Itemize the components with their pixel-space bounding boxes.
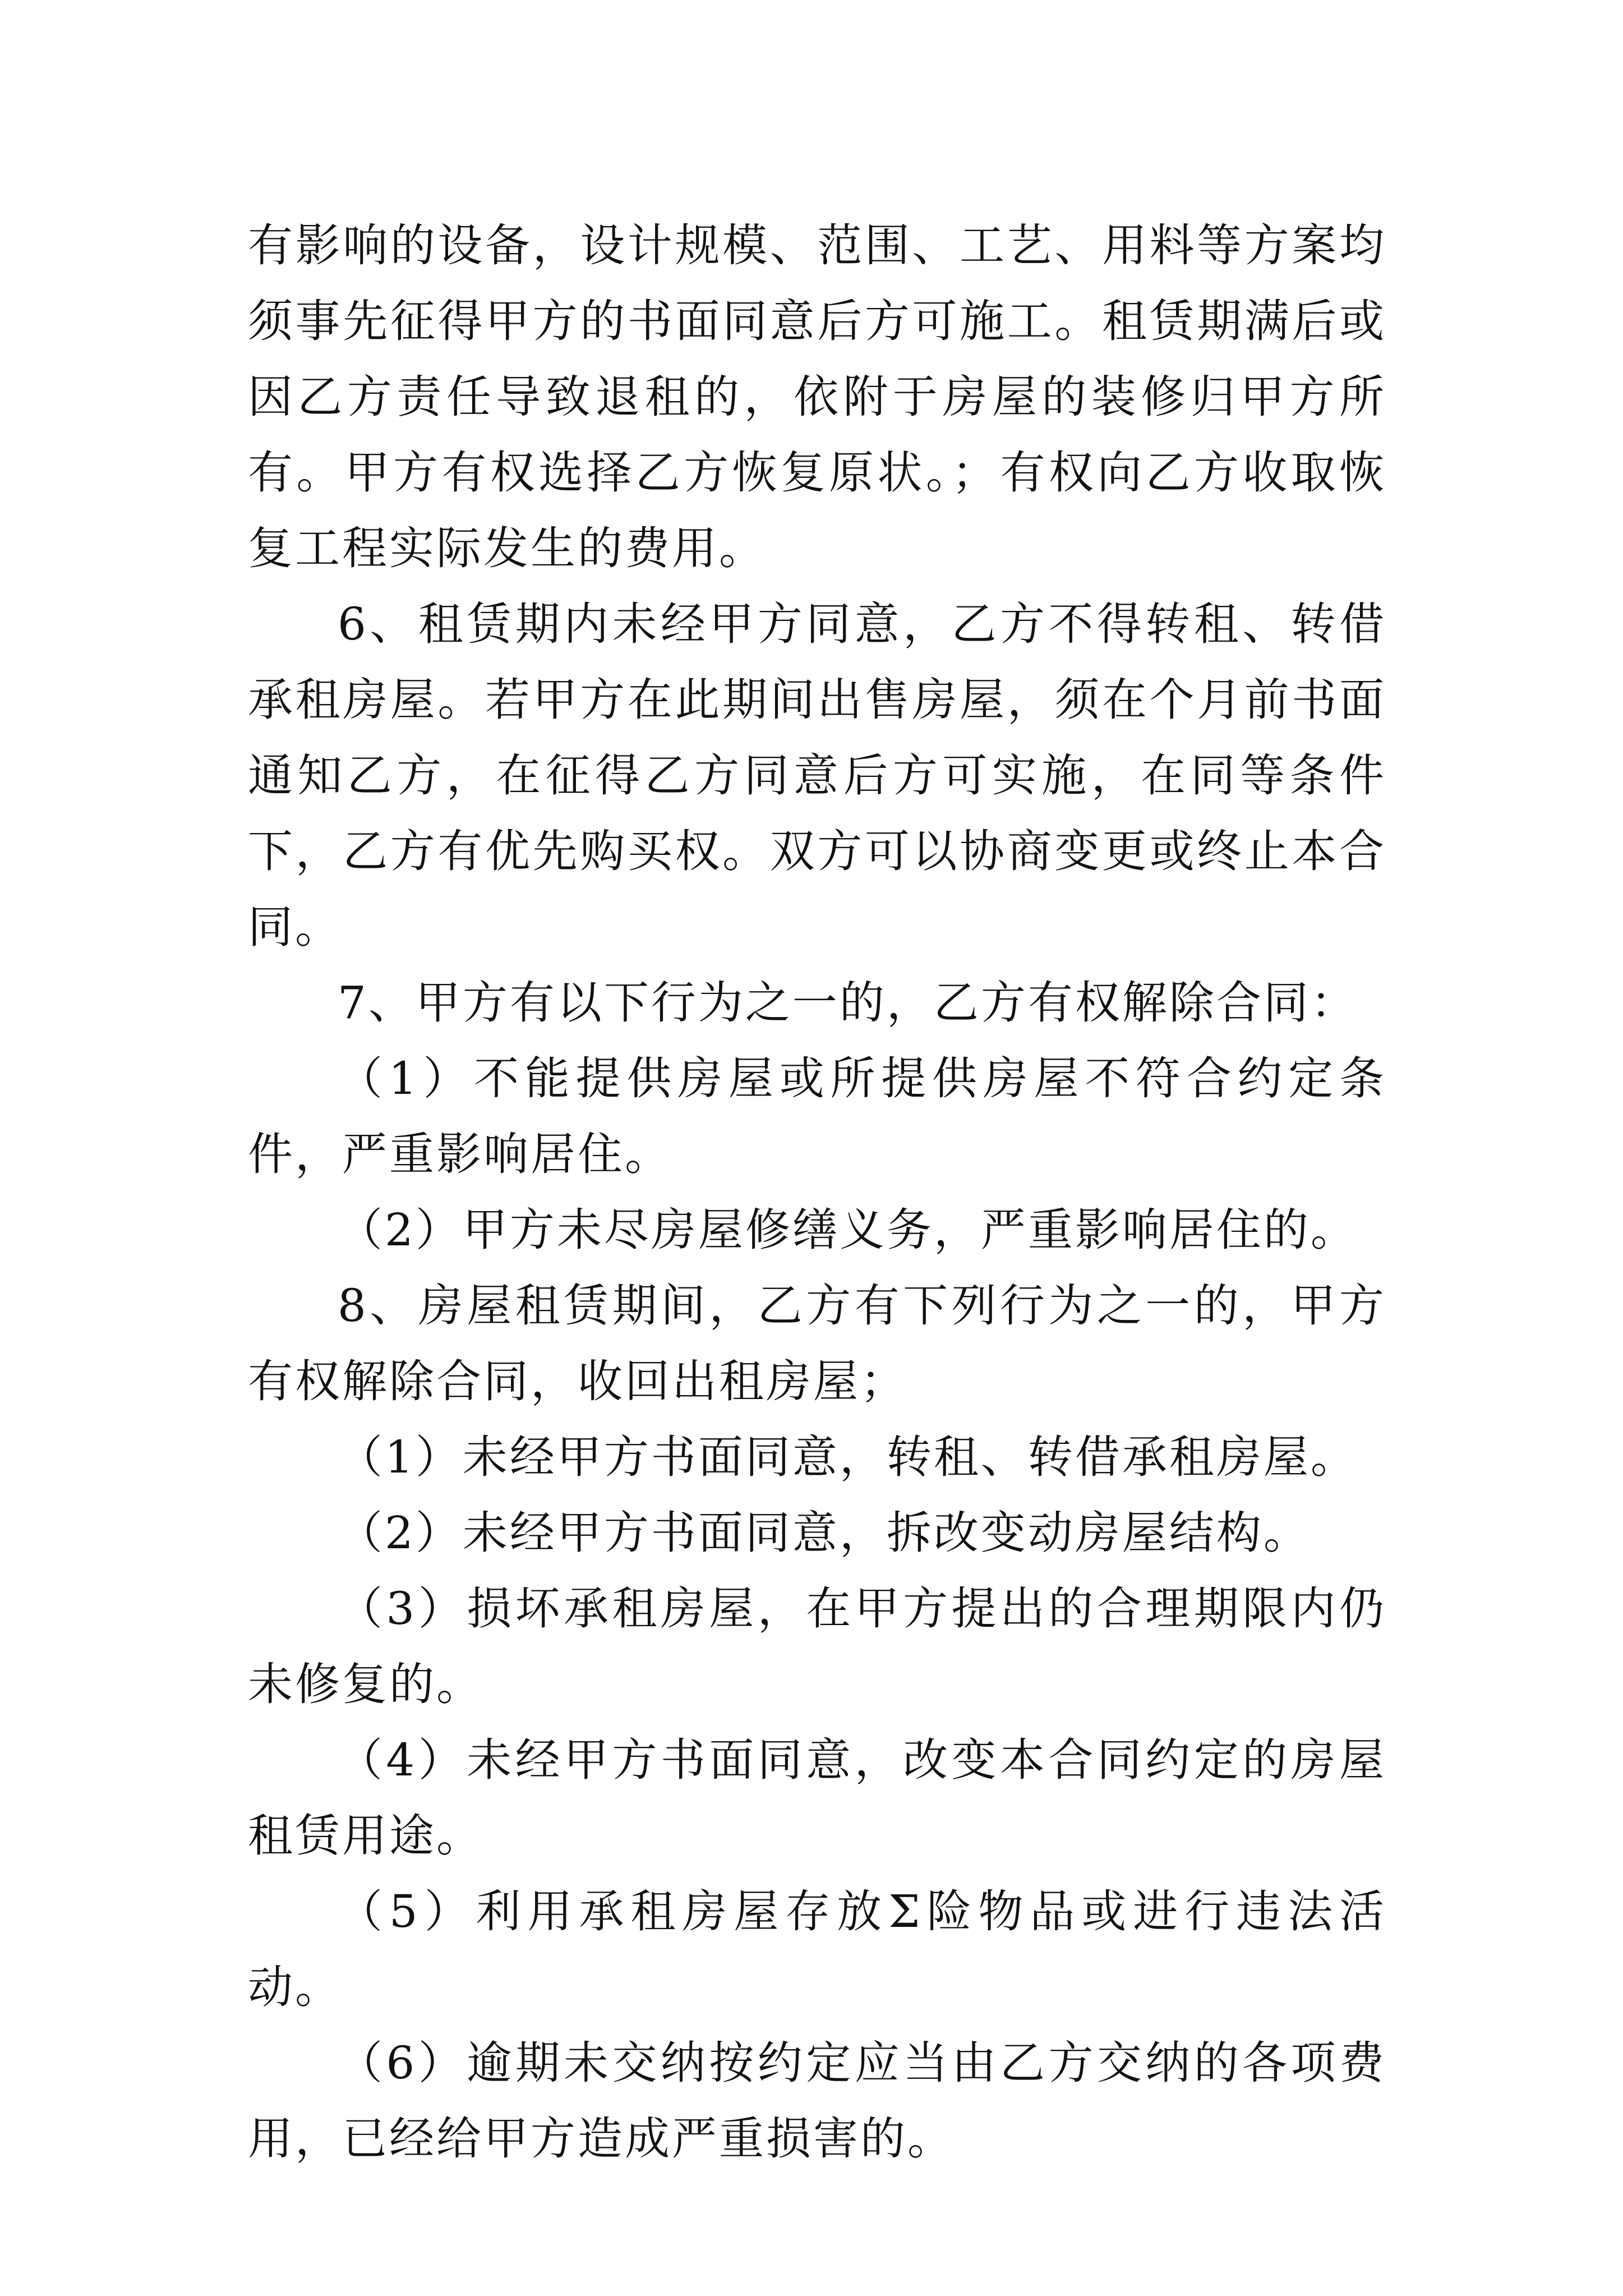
clause-8-item-4: （4）未经甲方书面同意，改变本合同约定的房屋租赁用途。 <box>248 1734 1386 1862</box>
clause-8-item-2: （2）未经甲方书面同意，拆改变动房屋结构。 <box>338 1507 1311 1559</box>
clause-8-item-1: （1）未经甲方书面同意，转租、转借承租房屋。 <box>338 1431 1358 1483</box>
clause-8-item-3: （3）损坏承租房屋，在甲方提出的合理期限内仍未修复的。 <box>248 1582 1386 1710</box>
clause-8-item-6: （6）逾期未交纳按约定应当由乙方交纳的各项费用，已经给甲方造成严重损害的。 <box>248 2037 1386 2165</box>
clause-8: 8、房屋租赁期间，乙方有下列行为之一的，甲方有权解除合同，收回出租房屋； <box>248 1280 1386 1407</box>
paragraph-continuation: 有影响的设备，设计规模、范围、工艺、用料等方案均须事先征得甲方的书面同意后方可施工。租赁期满后或因乙方责任导致退租的，依附于房屋的装修归甲方所有。甲方有权选择乙方恢复原状。；有权向乙方收取恢复工程实际发生的费用。 <box>248 219 1386 574</box>
clause-7-item-1: （1）不能提供房屋或所提供房屋不符合约定条件，严重影响居住。 <box>248 1052 1386 1180</box>
clause-7-item-2: （2）甲方未尽房屋修缮义务，严重影响居住的。 <box>338 1204 1358 1256</box>
clause-6: 6、租赁期内未经甲方同意，乙方不得转租、转借承租房屋。若甲方在此期间出售房屋，须在个月前书面通知乙方，在征得乙方同意后方可实施，在同等条件下，乙方有优先购买权。双方可以协商变更或终止本合同。 <box>248 598 1386 953</box>
clause-8-item-5: （5）利用承租房屋存放Σ险物品或进行违法活动。 <box>248 1885 1386 2013</box>
clause-7: 7、甲方有以下行为之一的，乙方有权解除合同： <box>338 977 1358 1029</box>
document-body <box>248 208 1386 2177</box>
